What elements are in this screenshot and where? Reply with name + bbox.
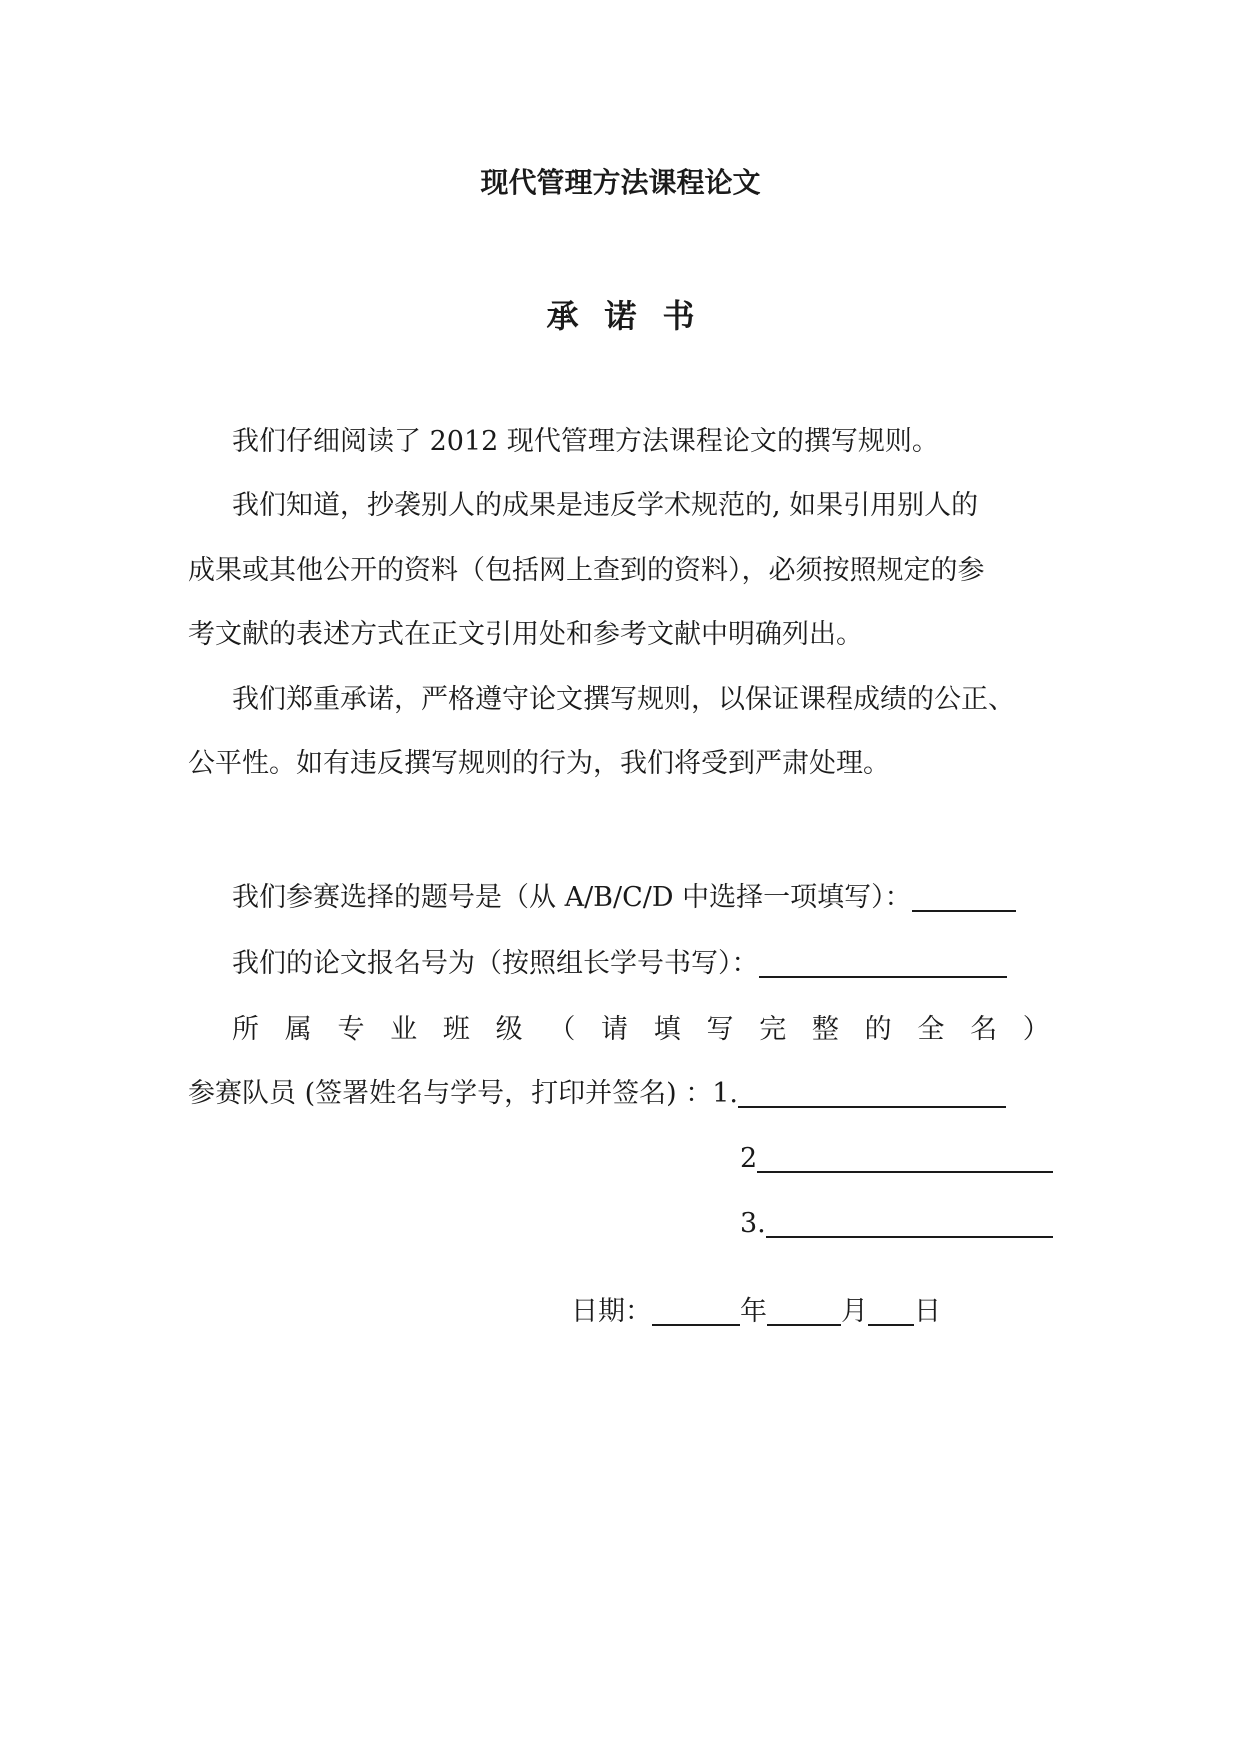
member-2-input-line[interactable] xyxy=(757,1141,1053,1173)
major-char: 全 xyxy=(917,1014,945,1045)
major-char: 业 xyxy=(390,1014,418,1045)
topic-input-line[interactable] xyxy=(912,880,1016,912)
major-char: 班 xyxy=(442,1014,470,1045)
member-1-prefix: 1. xyxy=(712,1078,738,1109)
date-label: 日期： xyxy=(571,1296,652,1327)
date-year-label: 年 xyxy=(740,1296,767,1327)
member-1-row xyxy=(188,1074,1006,1114)
date-day-input-line[interactable] xyxy=(868,1294,914,1326)
major-char: 请 xyxy=(601,1014,629,1045)
member-2-prefix: 2 xyxy=(740,1143,758,1174)
course-title: 现代管理方法课程论文 xyxy=(480,166,761,199)
paragraph-3-line-1: 我们郑重承诺，严格遵守论文撰写规则，以保证课程成绩的公正、 xyxy=(232,684,1015,715)
major-char: 级 xyxy=(495,1014,523,1045)
major-char: 所 xyxy=(232,1014,259,1045)
paragraph-3-line-2: 公平性。如有违反撰写规则的行为，我们将受到严肃处理。 xyxy=(188,748,890,779)
major-char: 的 xyxy=(864,1014,892,1045)
major-char: 名 xyxy=(970,1014,998,1045)
date-year-input-line[interactable] xyxy=(652,1294,740,1326)
registration-input-line[interactable] xyxy=(759,946,1007,978)
date-day-label: 日 xyxy=(914,1296,941,1327)
topic-label: 我们参赛选择的题号是（从 A/B/C/D 中选择一项填写）： xyxy=(232,882,912,913)
date-month-label: 月 xyxy=(841,1296,868,1327)
major-char: 填 xyxy=(653,1014,681,1045)
registration-label: 我们的论文报名号为（按照组长学号书写）： xyxy=(232,948,759,979)
date-row xyxy=(571,1292,941,1332)
member-3-row xyxy=(740,1204,1053,1244)
major-char: 完 xyxy=(759,1014,787,1045)
major-char: 整 xyxy=(811,1014,839,1045)
paragraph-1-line-1: 我们仔细阅读了 2012 现代管理方法课程论文的撰写规则。 xyxy=(232,426,939,457)
major-char: ） xyxy=(1022,1014,1050,1045)
member-2-row xyxy=(740,1139,1053,1179)
member-1-input-line[interactable] xyxy=(738,1076,1006,1108)
paragraph-2-line-1: 我们知道，抄袭别人的成果是违反学术规范的, 如果引用别人的 xyxy=(232,490,979,521)
member-3-input-line[interactable] xyxy=(766,1206,1053,1238)
pledge-title: 承诺书 xyxy=(546,297,721,335)
major-char: 专 xyxy=(337,1014,365,1045)
members-label: 参赛队员 (签署姓名与学号，打印并签名) ： xyxy=(188,1078,713,1109)
paragraph-2-line-2: 成果或其他公开的资料（包括网上查到的资料），必须按照规定的参 xyxy=(188,555,985,586)
major-char: 属 xyxy=(284,1014,312,1045)
major-class-row xyxy=(232,1010,1050,1050)
registration-row xyxy=(232,944,1007,984)
major-char: 写 xyxy=(706,1014,734,1045)
paragraph-2-line-3: 考文献的表述方式在正文引用处和参考文献中明确列出。 xyxy=(188,619,863,650)
topic-row xyxy=(232,878,1016,918)
date-month-input-line[interactable] xyxy=(767,1294,841,1326)
member-3-prefix: 3. xyxy=(740,1208,766,1239)
major-char: （ xyxy=(548,1014,576,1045)
